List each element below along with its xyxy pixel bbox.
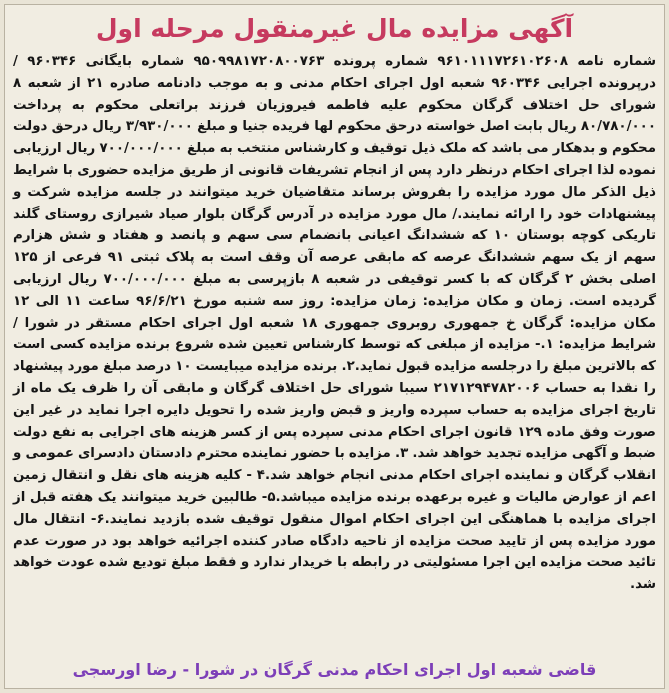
judge-signature: قاضی شعبه اول اجرای احکام مدنی گرگان در شورا - رضا اورسجی (72, 660, 597, 679)
notice-body: شماره نامه ۹۶۱۰۱۱۱۷۲۶۱۰۲۶۰۸ شماره پرونده ۹۵۰۹۹۸۱۷۲۰۸۰۰۷۶۳ شماره بایگانی ۹۶۰۳۴۶ / درپرونده اجرایی ۹۶۰۳۴۶ شعبه اول اجرای احکام مدنی و به موجب دادنامه صادره ۲۱ از شعبه ۸ شورای حل اختلاف گرگان محکوم علیه فاطمه فیروزیان فرزند براتعلی محکوم به پرداخت ۸۰/۷۸۰/۰۰۰ ریال بابت اصل خواسته درحق محکوم لها فریده جنیا و مبلغ ۳/۹۳۰/۰۰۰ ریال درحق دولت محکوم و بدهکار می باشد که ملک ذیل توقیف و کارشناس منتخب به مبلغ ۷۰۰/۰۰۰/۰۰۰ ریال ارزیابی نموده لذا اجرای احکام درنظر دارد پس از انجام تشریفات قانونی از طریق مزایده حضوری با شرایط ذیل الذکر مال مورد مزایده را بفروش برساند متقاضیان خرید میتوانند در جلسه مزایده شرکت و پیشنهادات خود را ارائه نمایند./ مال مورد مزایده در آدرس گرگان بلوار صیاد شیرازی روستای گلند تاریکی کوچه بوستان ۱۰ که ششدانگ اعیانی بانضمام سی سهم و پانصد و هفتاد و شش هزارم سهم از یک سهم ششدانگ عرصه که مابقی عرصه آن وقف است به پلاک ثبتی ۹۱ فرعی از ۱۲۵ اصلی بخش ۲ گرگان که با کسر توقیفی در شعبه ۸ بازپرسی به مبلغ ۷۰۰/۰۰۰/۰۰۰ ریال ارزیابی گردیده است. زمان و مکان مزایده: زمان مزایده: روز سه شنبه مورخ ۹۶/۶/۲۱ ساعت ۱۱ الی ۱۲ مکان مزایده: گرگان خ جمهوری روبروی جمهوری ۱۸ شعبه اول اجرای احکام مستقر در شورا / شرایط مزایده: ۱.- مزایده از مبلغی که توسط کارشناس تعیین شده شروع برنده مزایده کسی است که بالاترین مبلغ را درجلسه مزایده قبول نماید.۲. برنده مزایده میبایست ۱۰ درصد مبلغ مورد پیشنهاد را نقدا به حساب ۲۱۷۱۲۹۴۷۸۲۰۰۶ سیبا شورای حل اختلاف گرگان و مابقی آن را ظرف یک ماه از تاریخ اجرای مزایده به حساب سپرده واریز و قبض واریز شده را تحویل دایره اجرا نماید در غیر این صورت وفق ماده ۱۲۹ قانون اجرای احکام مدنی سپرده پس از کسر هزینه های اجرایی به نفع دولت ضبط و آگهی مزایده تجدید خواهد شد. ۳. مزایده با حضور نماینده محترم دادستان دادسرای عمومی و انقلاب گرگان و نماینده اجرای احکام مدنی انجام خواهد شد.۴ - کلیه هزینه های نقل و انتقال زمین اعم از عوارض مالیات و غیره برعهده برنده مزایده میباشد.۵- طالبین خرید میتوانند یک هفته قبل از اجرای مزایده با هماهنگی این اجرای احکام اموال منقول توقیف شده بازدید نمایند.۶- انتقال مال مورد مزایده پس از تایید صحت مزایده از ناحیه دادگاه صادر کننده اجرائیه خواهد بود در صورت عدم تائید صحت مزایده این اجرا مسئولیتی در رابطه با خریدار ندارد و فقط مبلغ تودیع شده عودت خواهد شد. (13, 54, 657, 593)
notice-title: آگهی مزایده مال غیرمنقول مرحله اول (95, 14, 574, 43)
notice-clipping (4, 4, 665, 689)
